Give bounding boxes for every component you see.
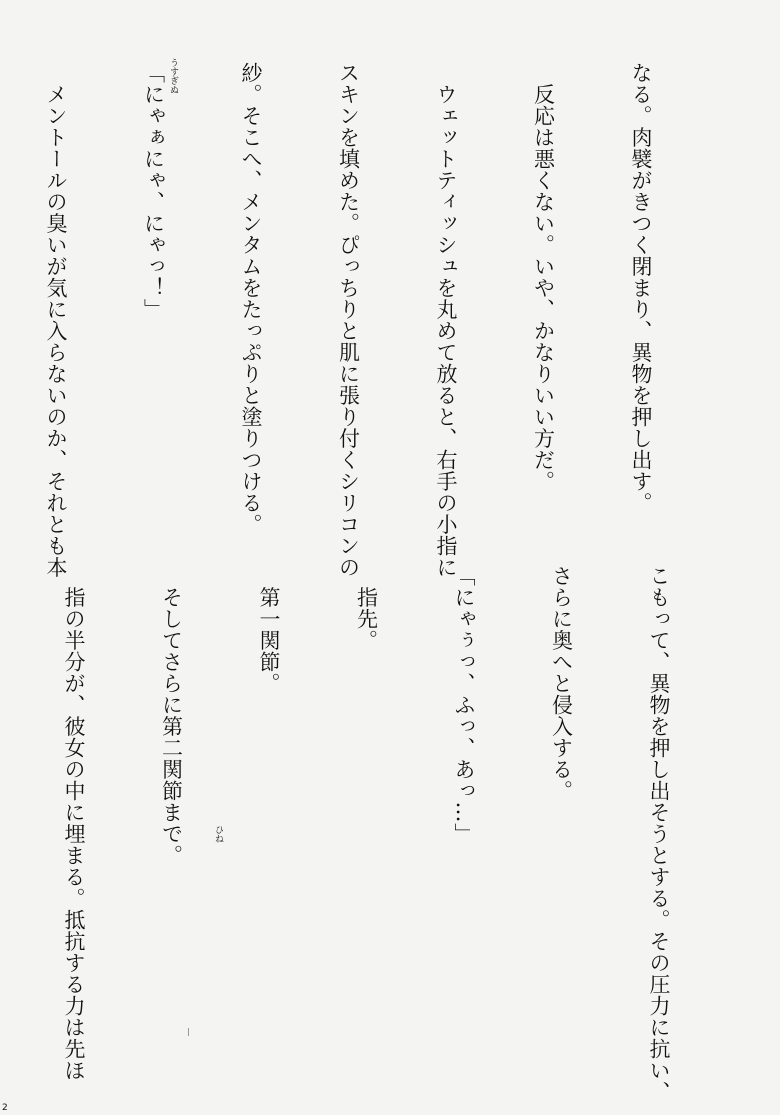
text-line: ウェットティッシュを丸めて放ると、右手の小指に: [434, 62, 458, 578]
furigana-usuginu: うすぎぬ: [168, 58, 178, 94]
text-block-top: [0, 62, 722, 578]
text-line: 指先。: [354, 565, 379, 651]
text-line: さらに奥へと侵入する。: [549, 565, 574, 802]
text-line: 紗。そこへ、メンタムをたっぷりと塗りつける。: [239, 62, 263, 535]
text-line: 「にゃぁにゃ、にゃっ！」: [141, 62, 166, 320]
text-line: 第一関節。: [257, 565, 281, 694]
text-line: 反応は悪くない。いや、かなりいい方だ。: [531, 62, 556, 492]
text-line: こもって、異物を押し出そうとする。その圧力に抗い、: [647, 565, 671, 1103]
text-line: そしてさらに第二関節まで。: [159, 565, 184, 866]
text-line: スキンを填めた。ぴっちりと肌に張り付くシリコンの: [336, 62, 361, 578]
text-block-bottom: [0, 565, 740, 1103]
text-line: なる。肉襞がきつく閉まり、異物を押し出す。: [629, 62, 653, 514]
text-line: メントールの臭いが気に入らないのか、それとも本: [44, 62, 68, 578]
text-line: 指の半分が、彼女の中に埋まる。抵抗する力は先ほ: [62, 565, 86, 1081]
page-number: 2: [2, 1103, 8, 1113]
text-line: 「にゃぅっ、ふっ、あっ…」: [452, 565, 476, 845]
margin-speck: [188, 1028, 189, 1036]
furigana-hineru: ひね: [213, 825, 223, 843]
